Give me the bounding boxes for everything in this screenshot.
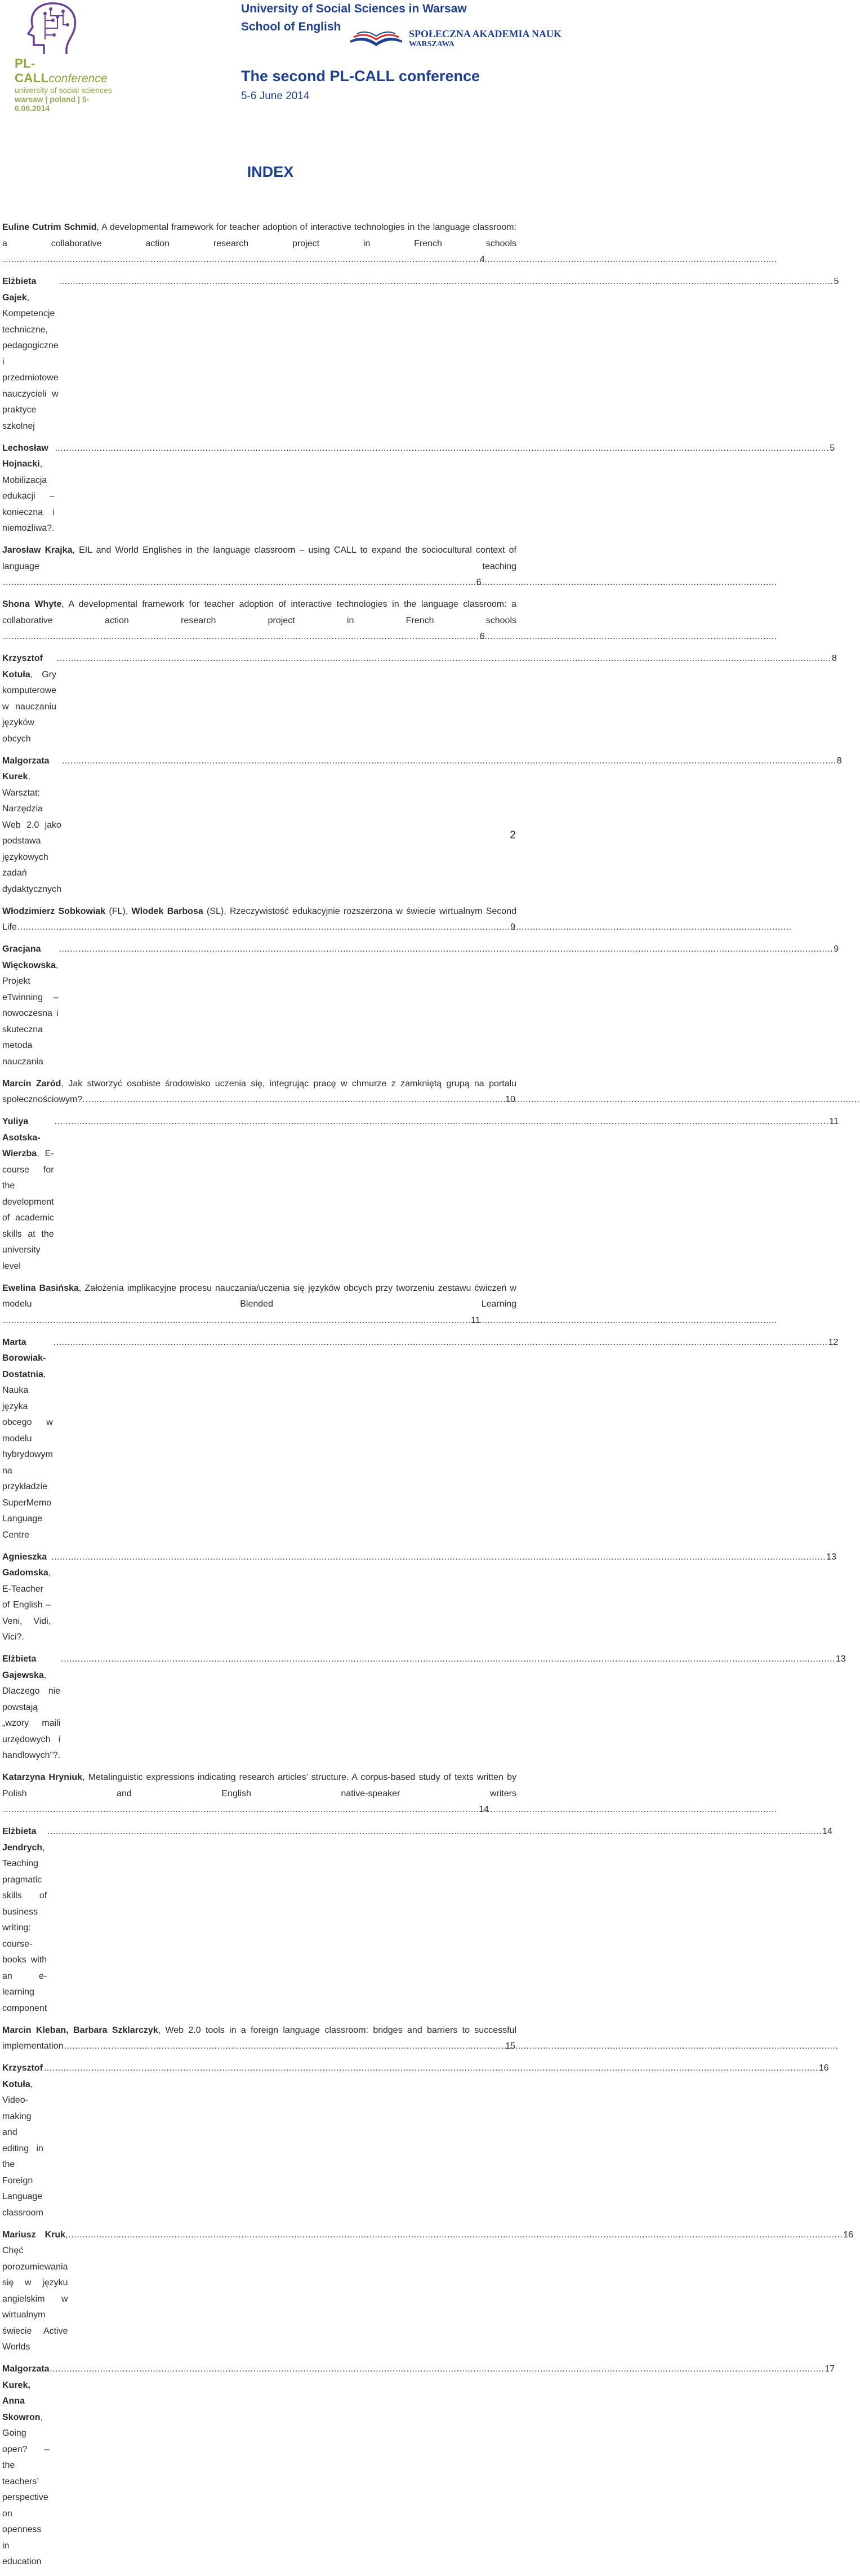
toc-entry-page: 16 bbox=[818, 2063, 829, 2073]
pl-call-conference-logo bbox=[11, 0, 124, 113]
toc-entry-body bbox=[2, 756, 61, 894]
toc-entry-title: , Web 2.0 tools in a foreign language classroom: bridges and barriers to successful implementation bbox=[2, 2025, 516, 2051]
toc-entry-page: 5 bbox=[830, 443, 835, 453]
toc-entry-title: , Warsztat: Narzędzia Web 2.0 jako podstawa językowych zadań dydaktycznych bbox=[2, 772, 61, 894]
toc-entry-page: 13 bbox=[826, 1552, 836, 1562]
toc-entry-title: , E-Teacher of English – Veni, Vidi, Vici?. bbox=[2, 1568, 51, 1642]
conference-title: The second PL-CALL conference bbox=[241, 68, 480, 85]
toc-entry-title: , Projekt eTwinning – nowoczesna i skuteczna metoda nauczania bbox=[2, 960, 59, 1067]
toc-entry-authors: Jarosław Krajka bbox=[2, 545, 73, 555]
toc-entry-authors: Elżbieta Jendrych bbox=[2, 1827, 43, 1853]
toc-entry-page: 10 bbox=[505, 1095, 515, 1104]
open-book-icon bbox=[348, 28, 404, 50]
toc-entry-page: 8 bbox=[831, 654, 837, 663]
toc-entry-page: 11 bbox=[471, 1315, 480, 1325]
toc-entry-page: 17 bbox=[825, 2364, 835, 2374]
school-name: School of English bbox=[241, 20, 341, 33]
toc-entry-authors: Malgorzata Kurek, Anna Skowron bbox=[2, 2364, 50, 2422]
toc-entry-page: 8 bbox=[836, 756, 842, 766]
toc-leader-dots bbox=[3, 1802, 477, 1818]
toc-entry-title: , Chęć porozumiewania się w języku angielskim w wirtualnym świecie Active Worlds bbox=[2, 2229, 68, 2352]
toc-entry-page: 11 bbox=[829, 1117, 839, 1126]
toc-leader-dots bbox=[69, 2227, 843, 2244]
logo-university-line: university of social sciences bbox=[15, 86, 112, 95]
toc-entry-body bbox=[2, 1773, 516, 1798]
toc-entry-body bbox=[2, 1117, 54, 1271]
toc-entry-body bbox=[2, 545, 516, 571]
toc-leader-dots bbox=[86, 1092, 503, 1108]
toc-entry-page: 6 bbox=[476, 578, 482, 587]
toc-entry-title: , EIL and World Englishes in the language classroom – using CALL to expand the sociocultural context of language teaching bbox=[2, 545, 516, 571]
toc-leader-dots bbox=[3, 629, 478, 645]
toc-entry[interactable] bbox=[2, 651, 837, 747]
toc-entry-body bbox=[2, 1654, 60, 1760]
toc-entry-title: , Jak stworzyć osobiste środowisko uczenia się, integrując pracę w chmurze z zamkniętą grupą na portalu społecznościowym?. bbox=[2, 1078, 516, 1104]
toc-leader-dots bbox=[54, 1335, 828, 1351]
toc-entry-body bbox=[2, 1552, 51, 1642]
index-heading: INDEX bbox=[247, 163, 294, 180]
toc-entry-body bbox=[2, 599, 516, 625]
toc-entry-page: 13 bbox=[835, 1654, 846, 1664]
logo-place-date-line: warsaw | poland | 5-6.06.2014 bbox=[15, 95, 90, 113]
toc-entry[interactable] bbox=[2, 904, 516, 936]
toc-leader-dots bbox=[3, 575, 475, 591]
toc-leader-dots bbox=[64, 2038, 504, 2055]
toc-entry-page: 15 bbox=[505, 2041, 515, 2051]
toc-leader-dots bbox=[51, 1549, 826, 1566]
toc-entry[interactable] bbox=[2, 1770, 516, 1818]
toc-leader-dots bbox=[3, 1313, 469, 1329]
toc-entry-page: 16 bbox=[843, 2229, 854, 2240]
toc-entry-title: , Gry komputerowe w nauczaniu języków obcych bbox=[2, 669, 57, 744]
toc-entry-body bbox=[2, 277, 59, 431]
toc-entry-authors: Elżbieta Gajek bbox=[2, 277, 37, 303]
logo-wordmark bbox=[15, 56, 124, 113]
toc-entry-page: 14 bbox=[479, 1805, 489, 1814]
toc-entry-authors: Gracjana Więckowska bbox=[2, 944, 56, 970]
toc-entry-body bbox=[2, 2063, 43, 2218]
toc-entry-authors: Yuliya Asotska-Wierzba bbox=[2, 1117, 41, 1158]
toc-entry[interactable] bbox=[2, 1549, 836, 1646]
toc-entry-authors: Elżbieta Gajewska bbox=[2, 1654, 44, 1680]
toc-entry[interactable] bbox=[2, 941, 839, 1070]
toc-entry-body bbox=[2, 654, 56, 744]
toc-entry-authors: Marcin Zaród bbox=[2, 1078, 61, 1089]
table-of-contents bbox=[2, 220, 854, 2576]
toc-entry-body bbox=[2, 1338, 53, 1540]
toc-leader-dots bbox=[59, 941, 833, 958]
university-name: University of Social Sciences in Warsaw bbox=[241, 2, 467, 15]
toc-entry-title: , Metalinguistic expressions indicating research articles’ structure. A corpus-based study of texts written by Polish and English native-speaker writers bbox=[2, 1773, 516, 1798]
head-profile-icon bbox=[11, 0, 84, 56]
toc-leader-dots bbox=[57, 651, 831, 667]
toc-entry-title: (FL), bbox=[105, 906, 132, 916]
toc-entry[interactable] bbox=[2, 1651, 846, 1764]
page-number: 2 bbox=[510, 829, 516, 841]
toc-entry-title: (SL), Rzeczywistość edukacyjnie rozszerzona w świecie wirtualnym Second Life bbox=[2, 906, 516, 932]
toc-entry-title: , Going open? – the teachers’ perspective on openness in education bbox=[2, 2412, 50, 2566]
toc-entry[interactable] bbox=[2, 2361, 835, 2570]
toc-leader-dots bbox=[3, 252, 478, 268]
logo-pl-call: PL-CALL bbox=[15, 56, 49, 85]
toc-entry-authors: Lechosław Hojnacki bbox=[2, 443, 48, 469]
toc-entry[interactable] bbox=[2, 543, 516, 591]
toc-entry-page: 12 bbox=[828, 1337, 839, 1347]
toc-leader-dots bbox=[44, 2060, 818, 2077]
toc-entry-page: 9 bbox=[510, 922, 515, 932]
toc-entry-authors: Euline Cutrim Schmid bbox=[2, 223, 97, 232]
toc-entry-authors: Katarzyna Hryniuk bbox=[2, 1773, 83, 1782]
conference-date: 5-6 June 2014 bbox=[241, 90, 310, 102]
toc-entry-title: , Mobilizacja edukacji – konieczna i niemożliwa?. bbox=[2, 459, 55, 533]
toc-leader-dots bbox=[62, 753, 836, 770]
toc-entry-authors: Malgorzata Kurek bbox=[2, 756, 50, 781]
toc-entry-title: , Video-making and editing in the Foreign Language classroom bbox=[2, 2079, 43, 2218]
toc-entry[interactable] bbox=[2, 441, 835, 537]
toc-entry-authors: Włodzimierz Sobkowiak bbox=[2, 906, 106, 916]
toc-entry[interactable] bbox=[2, 2023, 516, 2055]
toc-entry-title: , Teaching pragmatic skills of business writing: course-books with an e-learning component bbox=[2, 1842, 47, 2013]
toc-leader-dots bbox=[55, 1114, 829, 1130]
toc-leader-dots bbox=[50, 2361, 825, 2378]
toc-entry-body bbox=[2, 223, 516, 248]
toc-entry-authors: Ewelina Basińska bbox=[2, 1283, 79, 1293]
toc-entry[interactable] bbox=[2, 1824, 832, 2017]
toc-entry[interactable] bbox=[2, 2060, 829, 2221]
toc-entry-title: , Założenia implikacyjne procesu nauczania/uczenia się języków obcych przy tworzeniu zestawu ćwiczeń w modelu Blended Learning bbox=[2, 1283, 516, 1309]
toc-leader-dots bbox=[61, 1651, 835, 1668]
toc-entry[interactable] bbox=[2, 1335, 839, 1544]
toc-entry-authors: Shona Whyte bbox=[2, 599, 62, 609]
toc-entry[interactable] bbox=[2, 1076, 516, 1108]
toc-entry-authors: Mariusz Kruk bbox=[2, 2229, 66, 2240]
toc-entry-body bbox=[2, 2364, 50, 2566]
toc-entry-body bbox=[2, 944, 58, 1067]
toc-entry[interactable] bbox=[2, 1114, 839, 1274]
logo-conference-word: conference bbox=[48, 72, 108, 85]
toc-entry-authors: Krzysztof Kotuła bbox=[2, 654, 43, 679]
toc-entry-title: , Nauka języka obcego w modelu hybrydowym na przykładzie SuperMemo Language Centre bbox=[2, 1369, 53, 1540]
toc-entry[interactable] bbox=[2, 1281, 516, 1329]
toc-entry-body bbox=[2, 443, 54, 534]
toc-entry-page: 5 bbox=[834, 277, 839, 286]
toc-leader-dots bbox=[17, 920, 509, 936]
toc-entry-authors: Marta Borowiak-Dostatnia bbox=[2, 1337, 46, 1379]
toc-entry-title: , E-course for the development of academic skills at the university level bbox=[2, 1149, 54, 1271]
toc-entry-body bbox=[2, 1283, 516, 1309]
toc-entry-authors: Agnieszka Gadomska bbox=[2, 1552, 48, 1578]
toc-entry-title: , Kompetencje techniczne, pedagogiczne i przedmiotowe nauczycieli w praktyce szkolnej bbox=[2, 292, 59, 431]
toc-entry-page: 4 bbox=[479, 255, 485, 264]
toc-entry-page: 14 bbox=[822, 1827, 832, 1836]
san-logo bbox=[348, 28, 562, 51]
toc-entry[interactable] bbox=[2, 274, 839, 434]
toc-entry-title: , Dlaczego nie powstają „wzory maili urzędowych i handlowych”?. bbox=[2, 1670, 61, 1760]
toc-entry[interactable] bbox=[2, 597, 516, 645]
toc-entry[interactable] bbox=[2, 220, 516, 268]
toc-entry[interactable] bbox=[2, 2227, 854, 2356]
toc-entry-page: 6 bbox=[479, 632, 485, 641]
toc-entry-body bbox=[2, 1827, 47, 2013]
toc-entry-page: 9 bbox=[834, 944, 839, 954]
toc-entry-authors: Wlodek Barbosa bbox=[131, 906, 203, 916]
toc-entry[interactable] bbox=[2, 753, 842, 898]
toc-leader-dots bbox=[47, 1824, 822, 1840]
san-city: WARSZAWA bbox=[409, 40, 454, 48]
toc-entry-authors: Krzysztof Kotuła bbox=[2, 2063, 43, 2089]
toc-leader-dots bbox=[55, 441, 829, 457]
toc-entry-title: , A developmental framework for teacher adoption of interactive technologies in the language classroom: a collaborative action research project in French schools bbox=[2, 599, 516, 625]
toc-entry-body bbox=[2, 2230, 68, 2352]
toc-leader-dots bbox=[59, 274, 834, 290]
toc-entry-authors: Marcin Kleban, Barbara Szklarczyk bbox=[2, 2025, 158, 2035]
toc-entry-title: , A developmental framework for teacher adoption of interactive technologies in the language classroom: a collaborative action research project in French schools bbox=[2, 223, 516, 248]
san-name: SPOŁECZNA AKADEMIA NAUK bbox=[409, 28, 562, 39]
